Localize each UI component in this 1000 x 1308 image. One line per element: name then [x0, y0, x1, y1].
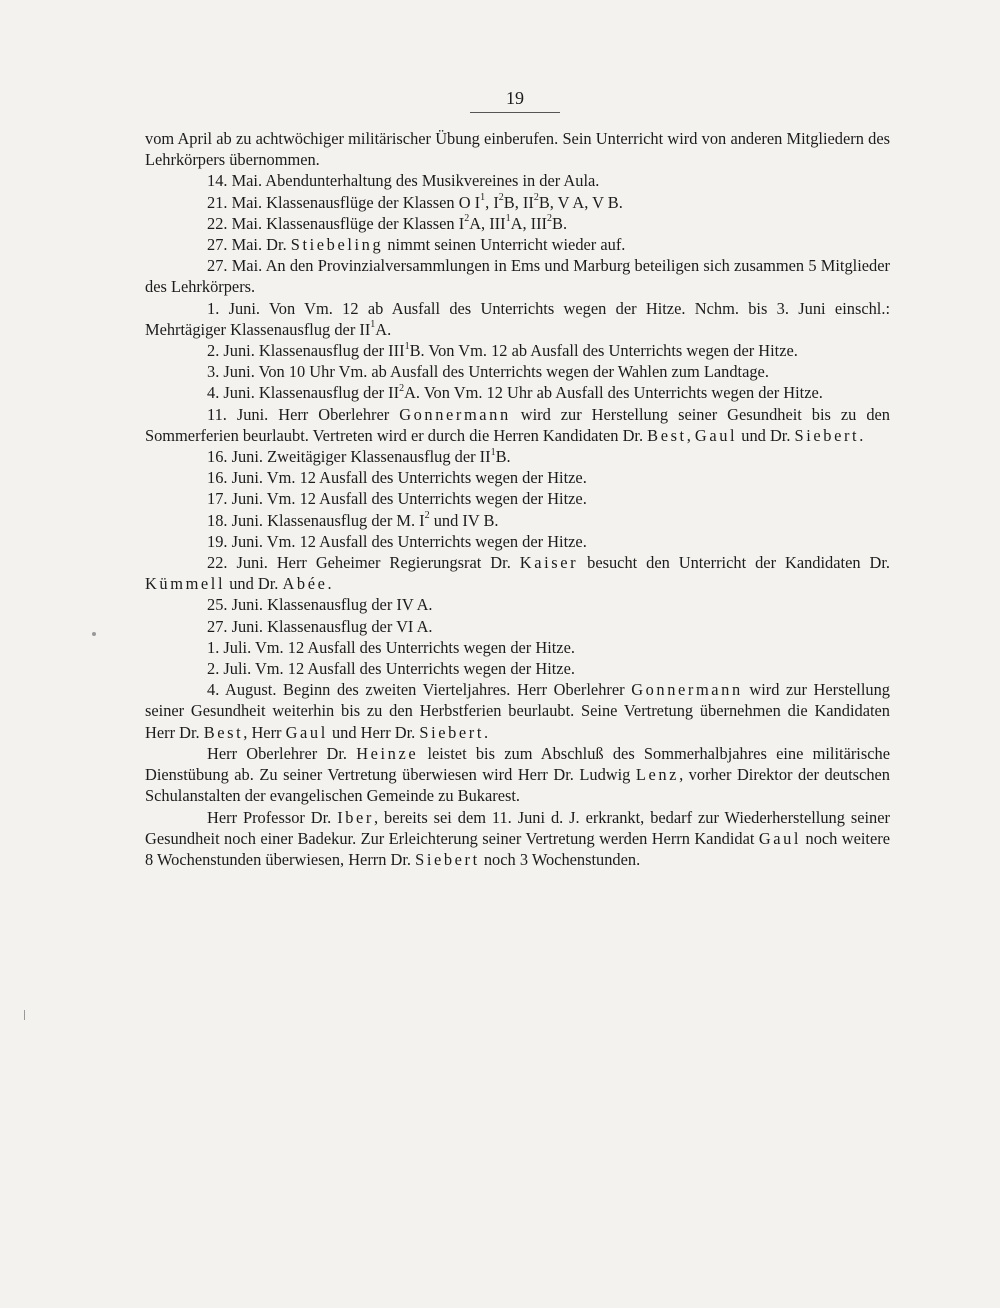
spaced-name: Gonnermann: [631, 680, 743, 700]
text-run: 16. Juni. Vm. 12 Ausfall des Unterrichts wegen der Hitze.: [207, 468, 587, 488]
superscript: 1: [490, 446, 496, 458]
text-run: B, II: [503, 192, 534, 212]
text-run: .: [327, 574, 332, 594]
paragraph-p6: [145, 255, 890, 297]
spaced-name: Kümmell: [145, 574, 226, 594]
paragraph-p14: [145, 488, 890, 509]
text-run: 4. August. Beginn des zweiten Vierteljahres. Herr Oberlehrer: [207, 680, 632, 700]
text-run: 4. Juni. Klassenausflug der II: [207, 383, 400, 403]
text-run: 27. Mai. Dr.: [207, 235, 291, 255]
spaced-name: Siebert: [415, 849, 480, 869]
paragraph-p5: [145, 234, 890, 255]
text-run: 18. Juni. Klassenausflug der M. I: [207, 510, 425, 530]
text-run: 1. Juni. Von Vm. 12 ab Ausfall des Unterrichts wegen der Hitze. Nchm. bis 3. Juni einschl.: Mehrtägiger Klassenausflug der II: [145, 298, 890, 339]
text-run: 1. Juli. Vm. 12 Ausfall des Unterrichts wegen der Hitze.: [207, 637, 575, 657]
text-run: A. Von Vm. 12 Uhr ab Ausfall des Unterrichts wegen der Hitze.: [404, 383, 823, 403]
spaced-name: Siebert: [794, 425, 860, 445]
spaced-name: Abée: [282, 574, 328, 594]
spaced-name: Siebert: [419, 722, 484, 742]
paragraph-p4: [145, 213, 890, 234]
page-number-rule: [470, 112, 560, 113]
superscript: 2: [533, 192, 539, 204]
text-run: Herr Professor Dr.: [207, 807, 338, 827]
text-run: 27. Juni. Klassenausflug der VI A.: [207, 616, 433, 636]
spaced-name: Iber: [337, 807, 374, 827]
spaced-name: Heinze: [356, 743, 419, 763]
margin-mark: [92, 632, 96, 636]
spaced-name: Stiebeling: [290, 235, 384, 255]
text-run: , bereits sei dem 11. Juni d. J. erkrankt, bedarf zur Wiederherstellung seiner Gesundheit noch einer Badekur. Zur Erleichterung seiner Vertretung werden Herrn Kandidat: [145, 807, 890, 848]
paragraph-p24: [145, 807, 890, 871]
text-run: und Herr Dr.: [327, 722, 420, 742]
text-run: 22. Mai. Klassenausflüge der Klassen I: [207, 213, 465, 233]
paragraph-p8: [145, 340, 890, 361]
paragraph-p13: [145, 467, 890, 488]
paragraph-p16: [145, 531, 890, 552]
superscript: 1: [404, 340, 410, 352]
text-run: B.: [552, 213, 568, 233]
text-run: und IV B.: [429, 510, 499, 530]
paragraph-p1: [145, 128, 890, 170]
paragraph-p19: [145, 616, 890, 637]
spaced-name: Gaul: [758, 828, 802, 848]
text-run: 21. Mai. Klassenausflüge der Klassen O I: [207, 192, 481, 212]
paragraph-p3: [145, 192, 890, 213]
paragraph-p22: [145, 679, 890, 743]
paragraph-p20: [145, 637, 890, 658]
text-run: nimmt seinen Unterricht wieder auf.: [383, 235, 626, 255]
text-run: leistet bis zum Abschluß des Sommerhalbjahres eine militärische Dienstübung ab. Zu seiner Vertretung überwiesen wird Herr Dr. Ludwig: [145, 743, 890, 785]
text-run: 19. Juni. Vm. 12 Ausfall des Unterrichts wegen der Hitze.: [207, 531, 587, 551]
paragraph-p23: [145, 743, 890, 807]
text-run: B.: [495, 447, 511, 467]
text-run: A.: [375, 319, 392, 339]
text-run: B. Von Vm. 12 ab Ausfall des Unterrichts wegen der Hitze.: [409, 341, 798, 361]
text-run: wird zur Herstellung seiner Gesundheit weiterhin bis zu den Herbstferien beurlaubt. Seine Vertretung übernehmen die Kandidaten Herr Dr.: [145, 680, 890, 742]
text-run: B, V A, V B.: [538, 192, 623, 212]
text-run: besucht den Unterricht der Kandidaten Dr.: [578, 553, 890, 573]
text-run: noch 3 Wochenstunden.: [479, 849, 641, 869]
spaced-name: Lenz: [635, 765, 680, 785]
paragraph-p15: [145, 510, 890, 531]
spaced-name: Kaiser: [519, 553, 579, 573]
text-run: .: [484, 722, 489, 742]
body-text: [145, 128, 890, 870]
text-run: und Dr.: [225, 574, 283, 594]
text-run: .: [859, 425, 864, 445]
paragraph-p12: [145, 446, 890, 467]
superscript: 1: [480, 192, 486, 204]
spaced-name: Best: [647, 425, 687, 445]
text-run: 22. Juni. Herr Geheimer Regierungsrat Dr.: [207, 553, 520, 573]
text-run: A, III: [469, 213, 506, 233]
paragraph-p18: [145, 594, 890, 615]
paragraph-p10: [145, 382, 890, 403]
text-run: Herr Oberlehrer Dr.: [207, 743, 357, 763]
text-run: 2. Juni. Klassenausflug der III: [207, 341, 405, 361]
text-run: A, III: [510, 213, 548, 233]
text-run: wird zur Herstellung seiner Gesundheit bis zu den Sommerferien beurlaubt. Vertreten wird er durch die Herren Kandidaten Dr.: [145, 404, 891, 445]
paragraph-p2: [145, 170, 890, 191]
margin-mark: [24, 1010, 25, 1020]
superscript: 2: [498, 192, 504, 204]
paragraph-p11: [145, 404, 890, 446]
superscript: 2: [424, 510, 430, 522]
text-run: 17. Juni. Vm. 12 Ausfall des Unterrichts wegen der Hitze.: [207, 489, 587, 509]
paragraph-p17: [145, 552, 890, 594]
spaced-name: Gaul: [694, 425, 738, 445]
text-run: und Dr.: [737, 425, 795, 445]
page-number: 19: [506, 88, 524, 108]
paragraph-p9: [145, 361, 890, 382]
text-run: ,: [686, 425, 695, 445]
superscript: 2: [464, 213, 470, 225]
text-run: vom April ab zu achtwöchiger militärischer Übung einberufen. Sein Unterricht wird von anderen Mitgliedern des Lehrkörpers übernommen.: [145, 129, 890, 170]
text-run: 14. Mai. Abendunterhaltung des Musikvereines in der Aula.: [207, 171, 600, 191]
superscript: 1: [505, 213, 511, 225]
text-run: 25. Juni. Klassenausflug der IV A.: [207, 595, 433, 615]
text-run: 27. Mai. An den Provinzialversammlungen in Ems und Marburg beteiligen sich zusammen 5 Mitglieder des Lehrkörpers.: [145, 256, 890, 297]
text-run: 11. Juni. Herr Oberlehrer: [207, 404, 400, 424]
text-run: , vorher Direktor der deutschen Schulanstalten der evangelischen Gemeinde zu Bukarest.: [145, 765, 890, 806]
spaced-name: Gonnermann: [399, 404, 511, 424]
paragraph-p7: [145, 298, 890, 340]
superscript: 2: [547, 213, 553, 225]
spaced-name: Gaul: [285, 722, 328, 742]
superscript: 2: [399, 382, 405, 394]
text-run: , Herr: [243, 722, 286, 742]
text-run: noch weitere 8 Wochenstunden überwiesen, Herrn Dr.: [145, 828, 890, 869]
text-run: , I: [485, 192, 499, 212]
text-run: 3. Juni. Von 10 Uhr Vm. ab Ausfall des Unterrichts wegen der Wahlen zum Landtage.: [207, 362, 769, 382]
paragraph-p21: [145, 658, 890, 679]
text-run: 2. Juli. Vm. 12 Ausfall des Unterrichts wegen der Hitze.: [207, 659, 575, 679]
superscript: 1: [370, 319, 376, 331]
text-run: 16. Juni. Zweitägiger Klassenausflug der II: [207, 447, 491, 467]
spaced-name: Best: [203, 722, 244, 742]
